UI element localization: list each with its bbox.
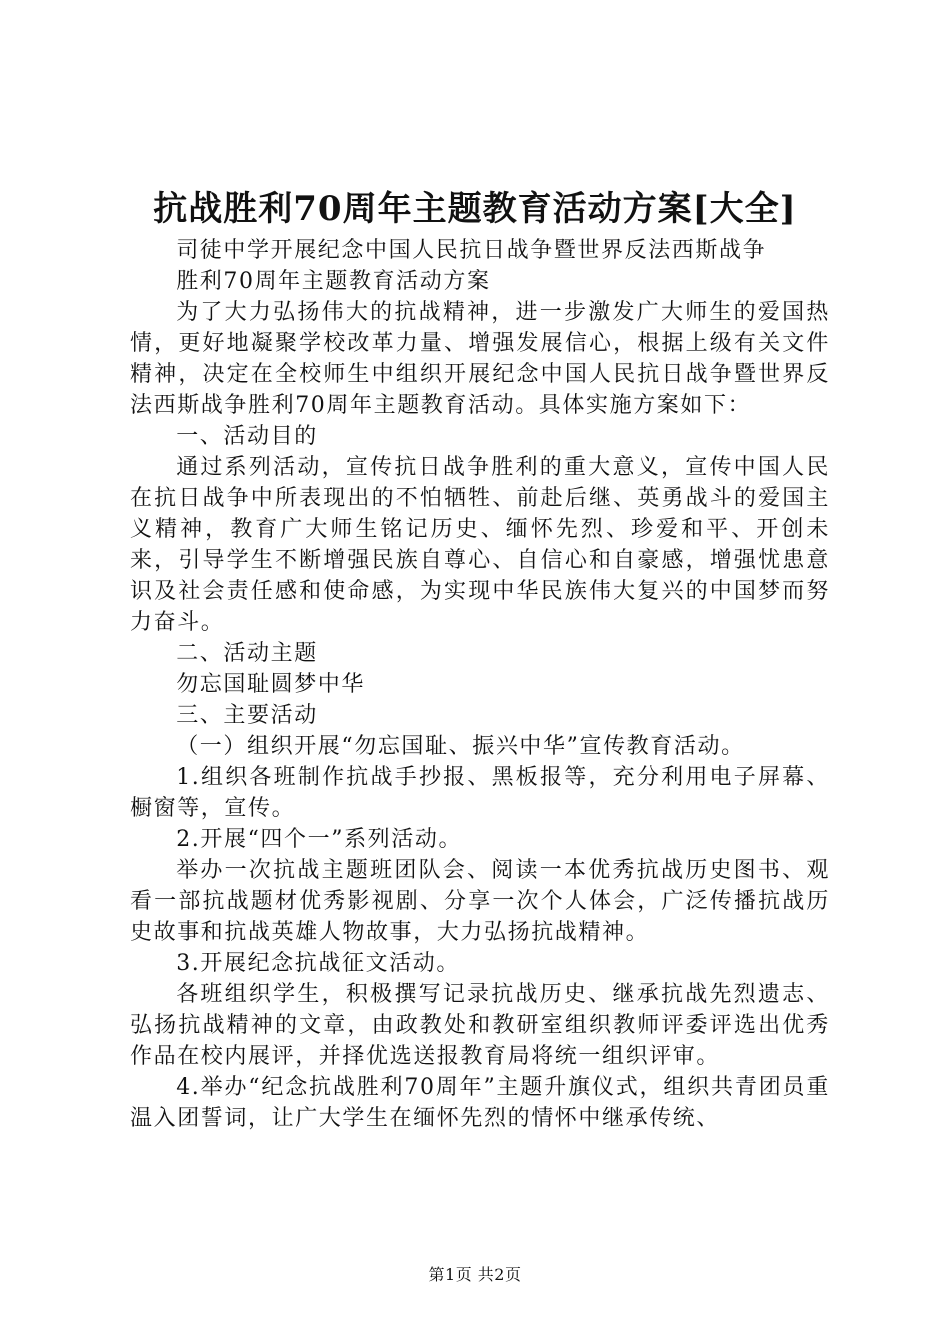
heading-purpose: 一、活动目的 xyxy=(176,424,318,449)
document-title: 抗战胜利70周年主题教育活动方案[大全] xyxy=(153,189,797,229)
subtitle-line-1: 司徒中学开展纪念中国人民抗日战争暨世界反法西斯战争 xyxy=(176,238,767,263)
paragraph-theme: 勿忘国耻圆梦中华 xyxy=(176,672,365,697)
paragraph-purpose: 通过系列活动，宣传抗日战争胜利的重大意义，宣传中国人民在抗日战争中所表现出的不怕牺牲、前赴后继、英勇战斗的爱国主义精神，教育广大师生铭记历史、缅怀先烈、珍爱和平、开创未来，引导学生不断增强民族自尊心、自信心和自豪感，增强忧患意识及社会责任感和使命感，为实现中华民族伟大复兴的中国梦而努力奋斗。 xyxy=(130,455,830,635)
page-footer: 第1页 共2页 xyxy=(428,1265,522,1284)
list-item-3: 3.开展纪念抗战征文活动。 xyxy=(176,951,460,976)
list-item-2: 2.开展“四个一”系列活动。 xyxy=(176,827,463,852)
heading-activities: 三、主要活动 xyxy=(176,703,318,728)
list-item-4: 4.举办“纪念抗战胜利70周年”主题升旗仪式，组织共青团员重温入团誓词，让广大学生在缅怀先烈的情怀中继承传统、 xyxy=(130,1075,830,1131)
list-item-1: 1.组织各班制作抗战手抄报、黑板报等，充分利用电子屏幕、橱窗等，宣传。 xyxy=(130,765,830,821)
heading-theme: 二、活动主题 xyxy=(176,641,318,666)
subheading-activity-1: （一）组织开展“勿忘国耻、振兴中华”宣传教育活动。 xyxy=(176,734,745,759)
subtitle-line-2: 胜利70周年主题教育活动方案 xyxy=(176,269,491,294)
document-body xyxy=(130,235,830,1134)
paragraph-four-ones: 举办一次抗战主题班团队会、阅读一本优秀抗战历史图书、观看一部抗战题材优秀影视剧、分享一次个人体会，广泛传播抗战历史故事和抗战英雄人物故事，大力弘扬抗战精神。 xyxy=(130,858,830,945)
paragraph-essay: 各班组织学生，积极撰写记录抗战历史、继承抗战先烈遗志、弘扬抗战精神的文章，由政教处和教研室组织教师评委评选出优秀作品在校内展评，并择优选送报教育局将统一组织评审。 xyxy=(130,982,830,1069)
paragraph-intro: 为了大力弘扬伟大的抗战精神，进一步激发广大师生的爱国热情，更好地凝聚学校改革力量、增强发展信心，根据上级有关文件精神，决定在全校师生中组织开展纪念中国人民抗日战争暨世界反法西斯战争胜利70周年主题教育活动。具体实施方案如下： xyxy=(130,300,830,418)
